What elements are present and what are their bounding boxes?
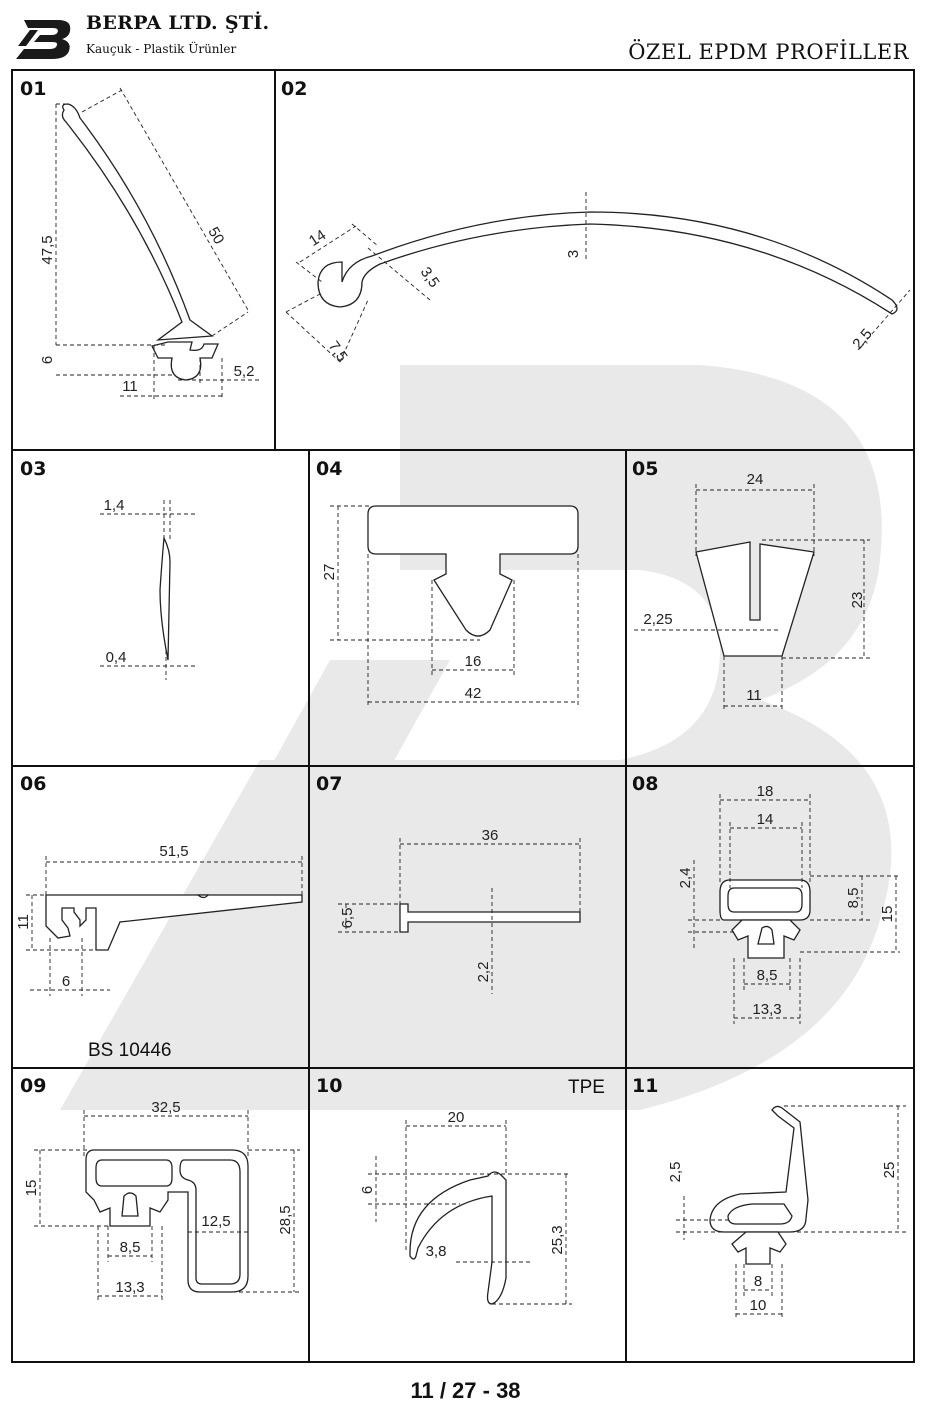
profile-05-drawing	[634, 484, 870, 710]
dim-11-lip: 2,5	[667, 1161, 684, 1183]
profile-08-drawing	[688, 794, 900, 1024]
cell-number-09: 09	[20, 1075, 47, 1097]
cell-number-03: 03	[20, 458, 47, 480]
dim-09-width: 32,5	[151, 1099, 181, 1116]
dim-08-bulb-height: 8,5	[845, 887, 862, 909]
document-title: ÖZEL EPDM PROFİLLER	[628, 40, 909, 64]
dim-02-head: 14	[305, 226, 330, 250]
page-reference: 11 / 27 - 38	[410, 1378, 521, 1403]
dim-10-width: 20	[447, 1109, 465, 1126]
cell-number-08: 08	[632, 773, 659, 795]
cell-number-01: 01	[20, 78, 47, 100]
cell-number-05: 05	[632, 458, 659, 480]
company-name: BERPA LTD. ŞTİ.	[86, 12, 270, 34]
dim-04-height: 27	[321, 563, 338, 581]
dim-06-foot: 6	[61, 973, 71, 990]
dim-01-slot: 5,2	[233, 363, 255, 380]
dim-01-height: 47,5	[39, 235, 56, 265]
dim-08-lip: 2,4	[677, 867, 694, 889]
cell-number-04: 04	[316, 458, 343, 480]
profile-01-drawing	[56, 88, 260, 400]
dim-06-height: 11	[15, 914, 32, 930]
dim-05-height: 23	[849, 591, 866, 609]
dim-07-head: 6,5	[339, 907, 356, 929]
profile-07-drawing	[338, 838, 580, 994]
cell-number-11: 11	[632, 1075, 659, 1097]
company-tagline: Kauçuk - Plastik Ürünler	[86, 42, 237, 56]
dim-03-top: 1,4	[103, 497, 125, 514]
dim-01-width: 11	[122, 378, 138, 395]
cell-number-06: 06	[20, 773, 47, 795]
dim-01-base: 6	[39, 355, 56, 365]
profile-04-drawing	[330, 506, 578, 708]
material-label: TPE	[568, 1077, 605, 1098]
dim-07-thickness: 2,2	[475, 961, 492, 983]
dim-10-height: 25,3	[549, 1225, 566, 1255]
dim-09-arm: 12,5	[201, 1213, 231, 1230]
dim-08-height: 15	[879, 905, 896, 923]
profile-11-drawing	[676, 1106, 906, 1320]
dim-07-length: 36	[481, 827, 499, 844]
dim-08-clip: 8,5	[756, 967, 778, 984]
dim-09-height: 15	[23, 1179, 40, 1197]
dim-02-tip: 2,5	[849, 325, 876, 353]
dim-06-length: 51,5	[159, 843, 189, 860]
dim-08-outer: 18	[756, 783, 774, 800]
dim-09-clip: 8,5	[119, 1239, 141, 1256]
dim-05-top: 24	[746, 471, 764, 488]
dim-02-neck: 3,5	[416, 264, 443, 291]
dim-02-thickness: 3	[565, 249, 582, 259]
dim-11-base: 10	[749, 1297, 767, 1314]
profile-10-drawing	[368, 1120, 572, 1304]
dim-11-height: 25	[881, 1161, 898, 1179]
dim-09-total-height: 28,5	[277, 1205, 294, 1235]
dim-11-clip: 8	[753, 1273, 763, 1290]
standard-label: BS 10446	[88, 1040, 172, 1061]
profile-02-drawing	[286, 192, 910, 362]
dim-04-stem: 16	[464, 653, 482, 670]
dim-02-bulb: 7,5	[324, 338, 351, 365]
dim-05-bottom: 11	[746, 687, 762, 704]
profile-09-drawing	[34, 1110, 300, 1302]
dim-01-length: 50	[204, 224, 228, 248]
dim-08-base: 13,3	[752, 1001, 782, 1018]
dim-09-base: 13,3	[115, 1279, 145, 1296]
cell-number-07: 07	[316, 773, 343, 795]
dim-04-width: 42	[464, 685, 482, 702]
cell-number-02: 02	[281, 78, 308, 100]
cell-number-10: 10	[316, 1075, 343, 1097]
dim-10-thickness: 3,8	[425, 1243, 447, 1260]
dim-05-slot: 2,25	[643, 611, 673, 628]
dim-08-inner: 14	[756, 811, 774, 828]
dim-03-bottom: 0,4	[105, 649, 127, 666]
dim-10-lip: 6	[359, 1185, 376, 1195]
